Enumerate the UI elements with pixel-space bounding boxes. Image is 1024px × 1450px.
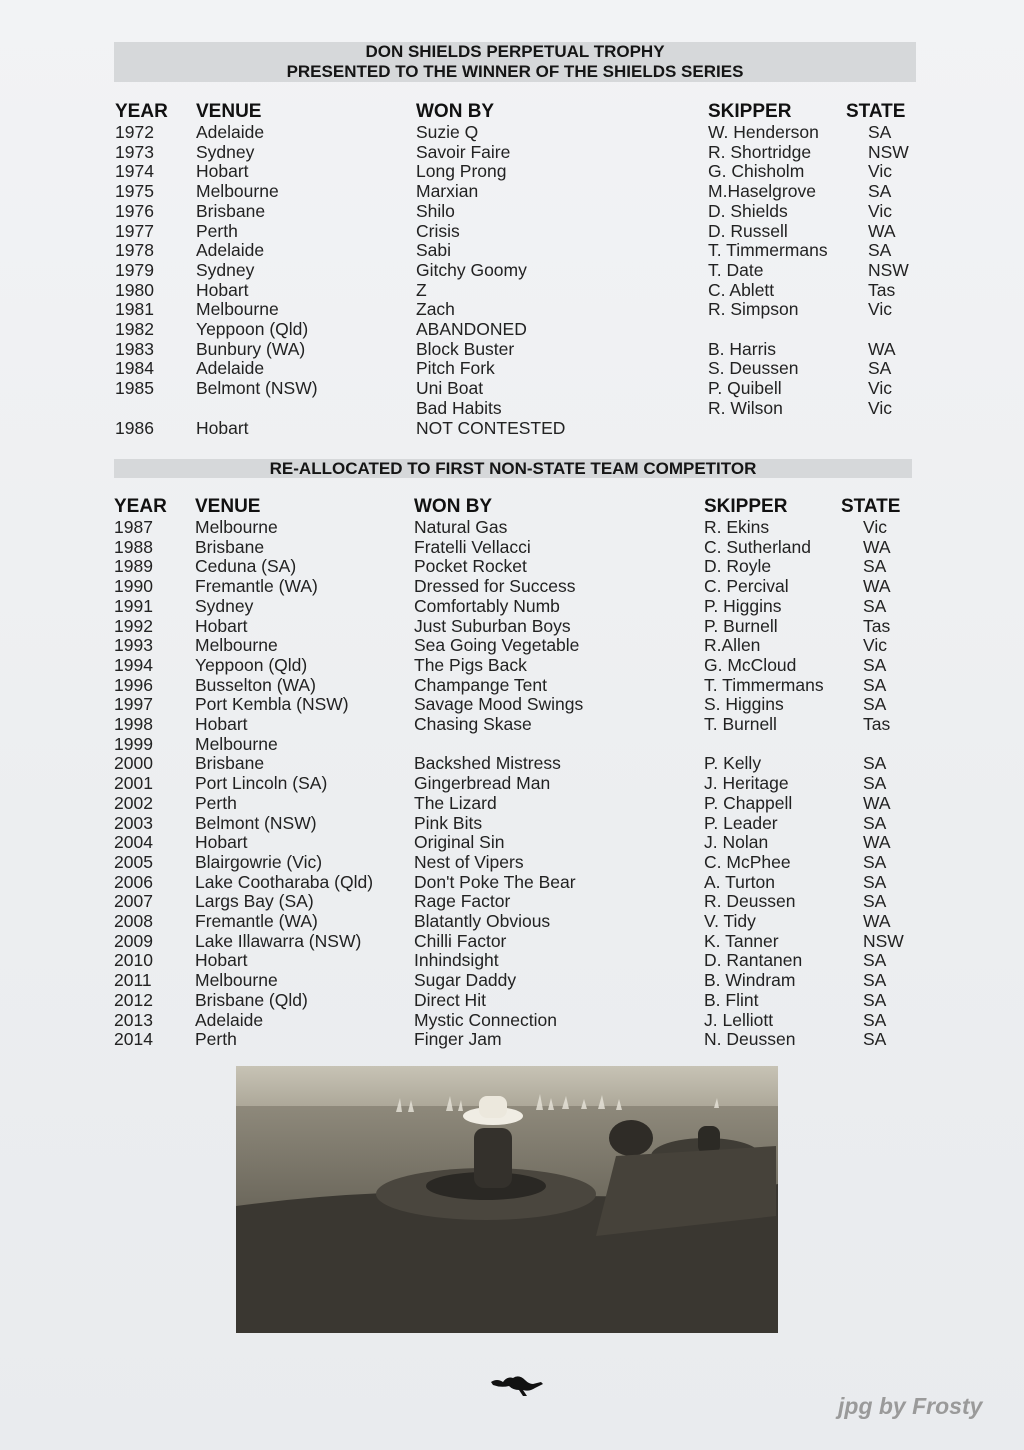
- cell-won-by: Bad Habits: [416, 397, 502, 418]
- cell-venue: Belmont (NSW): [196, 378, 318, 399]
- cell-won-by: Pink Bits: [414, 812, 483, 833]
- cell-won-by: Sabi: [416, 240, 452, 261]
- cell-state: Tas: [868, 279, 896, 300]
- table-row: [114, 597, 904, 617]
- cell-venue: Bunbury (WA): [196, 338, 306, 359]
- cell-venue: Fremantle (WA): [195, 911, 318, 932]
- cell-state: Vic: [868, 161, 892, 182]
- cell-won-by: Comfortably Numb: [414, 595, 560, 616]
- cell-state: WA: [863, 536, 891, 557]
- table-row: [114, 853, 904, 873]
- cell-venue: Sydney: [196, 141, 255, 162]
- cell-year: 1992: [114, 615, 153, 636]
- cell-won-by: [414, 735, 704, 755]
- col-state: STATE: [846, 101, 906, 123]
- cell-state: [846, 419, 909, 439]
- cell-won-by: Blatantly Obvious: [414, 911, 551, 932]
- cell-skipper: P. Burnell: [704, 615, 778, 636]
- cell-state: SA: [863, 556, 887, 577]
- cell-state: WA: [863, 911, 891, 932]
- cell-year: 1987: [114, 517, 153, 537]
- cell-skipper: J. Nolan: [704, 832, 769, 853]
- cell-won-by: Uni Boat: [416, 378, 484, 399]
- cell-won-by: Sugar Daddy: [414, 970, 517, 991]
- cell-won-by: Sea Going Vegetable: [414, 635, 580, 656]
- cell-won-by: Gingerbread Man: [414, 773, 551, 794]
- cell-won-by: Block Buster: [416, 338, 515, 359]
- cell-state: NSW: [863, 930, 904, 951]
- table-row: [115, 143, 909, 163]
- cell-state: [846, 320, 909, 340]
- table-row: [115, 359, 909, 379]
- cell-state: SA: [868, 122, 892, 142]
- cell-year: 1977: [115, 220, 154, 241]
- cell-won-by: Dressed for Success: [414, 576, 576, 597]
- cell-state: SA: [863, 851, 887, 872]
- cell-skipper: M.Haselgrove: [708, 181, 816, 202]
- cell-state: NSW: [868, 141, 909, 162]
- table-row: [114, 557, 904, 577]
- cell-won-by: Rage Factor: [414, 891, 511, 912]
- table-row: [115, 241, 909, 261]
- table-row: [114, 695, 904, 715]
- cell-venue: Belmont (NSW): [195, 812, 317, 833]
- cell-skipper: T. Timmermans: [708, 240, 828, 261]
- table-row: [114, 833, 904, 853]
- cell-year: 1993: [114, 635, 153, 656]
- cell-year: 1983: [115, 338, 154, 359]
- cell-skipper: V. Tidy: [704, 911, 756, 932]
- table-row: [114, 538, 904, 558]
- cell-won-by: Savage Mood Swings: [414, 694, 584, 715]
- col-skipper: SKIPPER: [704, 496, 788, 518]
- col-won-by: WON BY: [416, 101, 495, 123]
- cell-year: 1999: [114, 733, 153, 754]
- table-row: [114, 814, 904, 834]
- table-row: [115, 123, 909, 143]
- cell-venue: Adelaide: [196, 240, 265, 261]
- cell-state: NSW: [868, 259, 909, 280]
- cell-venue: Sydney: [196, 259, 255, 280]
- cell-year: 2007: [114, 891, 153, 912]
- cell-skipper: C. McPhee: [704, 851, 791, 872]
- cell-year: 2014: [114, 1029, 153, 1050]
- cell-state: WA: [868, 220, 896, 241]
- cell-venue: Hobart: [195, 714, 248, 735]
- table-row: [114, 577, 904, 597]
- cell-year: 1994: [114, 654, 153, 675]
- cell-won-by: Chasing Skase: [414, 714, 532, 735]
- cell-skipper: D. Russell: [708, 220, 788, 241]
- cell-state: WA: [863, 792, 891, 813]
- cell-venue: Blairgowrie (Vic): [195, 851, 323, 872]
- cell-state: SA: [863, 773, 887, 794]
- cell-skipper: B. Harris: [708, 338, 777, 359]
- cell-year: 1973: [115, 141, 154, 162]
- table-row: [114, 794, 904, 814]
- table-row: [114, 991, 904, 1011]
- cell-year: 2002: [114, 792, 153, 813]
- cell-skipper: K. Tanner: [704, 930, 779, 951]
- table-row: [115, 340, 909, 360]
- cell-state: SA: [863, 989, 887, 1010]
- cell-won-by: Don't Poke The Bear: [414, 871, 576, 892]
- col-skipper: SKIPPER: [708, 101, 792, 123]
- cell-year: 2012: [114, 989, 153, 1010]
- cell-year: 2009: [114, 930, 153, 951]
- cell-year: 1984: [115, 358, 154, 379]
- cell-year: 2010: [114, 950, 153, 971]
- cell-won-by: Marxian: [416, 181, 479, 202]
- cell-skipper: R.Allen: [704, 635, 761, 656]
- cell-year: 2013: [114, 1009, 153, 1030]
- cell-state: WA: [868, 338, 896, 359]
- cell-year: 2003: [114, 812, 153, 833]
- cell-year: 1976: [115, 200, 154, 221]
- cell-skipper: C. Ablett: [708, 279, 775, 300]
- table-header-row: [115, 101, 909, 123]
- cell-skipper: R. Wilson: [708, 397, 783, 418]
- trophy-title: DON SHIELDS PERPETUAL TROPHY: [365, 42, 665, 61]
- table-row: [115, 399, 909, 419]
- cell-skipper: G. McCloud: [704, 654, 797, 675]
- cell-venue: Melbourne: [196, 181, 279, 202]
- cell-venue: Hobart: [195, 832, 248, 853]
- table-row: [115, 182, 909, 202]
- cell-venue: Melbourne: [195, 970, 278, 991]
- cell-skipper: P. Leader: [704, 812, 778, 833]
- cell-venue: Brisbane: [196, 200, 266, 221]
- cell-won-by: Zach: [416, 299, 455, 320]
- cell-state: WA: [863, 832, 891, 853]
- cell-state: WA: [863, 576, 891, 597]
- cell-won-by: Suzie Q: [416, 122, 479, 142]
- table-row: [114, 892, 904, 912]
- cell-skipper: [708, 419, 846, 439]
- cell-venue: Sydney: [195, 595, 254, 616]
- cell-skipper: B. Windram: [704, 970, 796, 991]
- cell-won-by: Chilli Factor: [414, 930, 507, 951]
- cell-skipper: S. Deussen: [708, 358, 799, 379]
- cell-won-by: Inhindsight: [414, 950, 499, 971]
- table-row: [114, 715, 904, 735]
- cell-year: 1972: [115, 122, 154, 142]
- cell-venue: Melbourne: [195, 635, 278, 656]
- cell-state: Vic: [868, 299, 892, 320]
- cell-venue: Lake Illawarra (NSW): [195, 930, 362, 951]
- cell-venue: Melbourne: [196, 299, 279, 320]
- cell-skipper: R. Ekins: [704, 517, 770, 537]
- cell-skipper: A. Turton: [704, 871, 776, 892]
- table-row: [114, 617, 904, 637]
- cell-year: 1982: [115, 319, 154, 340]
- cell-venue: Yeppoon (Qld): [195, 654, 308, 675]
- cell-year: 2001: [114, 773, 153, 794]
- cell-state: SA: [863, 595, 887, 616]
- table-row: [114, 735, 904, 755]
- cell-won-by: Just Suburban Boys: [414, 615, 571, 636]
- table-row: [115, 261, 909, 281]
- cell-year: 1996: [114, 674, 153, 695]
- cell-year: 1988: [114, 536, 153, 557]
- cell-state: SA: [868, 240, 892, 261]
- cell-won-by: Long Prong: [416, 161, 507, 182]
- cell-skipper: C. Sutherland: [704, 536, 812, 557]
- trophy-subtitle: PRESENTED TO THE WINNER OF THE SHIELDS SERIES: [286, 62, 744, 81]
- table-row: [114, 932, 904, 952]
- cell-state: SA: [863, 694, 887, 715]
- cell-venue: Adelaide: [195, 1009, 264, 1030]
- table-row: [115, 379, 909, 399]
- cell-venue: Hobart: [196, 161, 249, 182]
- cell-venue: Melbourne: [195, 733, 278, 754]
- cell-skipper: R. Shortridge: [708, 141, 812, 162]
- cell-won-by: Crisis: [416, 220, 460, 241]
- cell-state: SA: [863, 812, 887, 833]
- cell-state: SA: [863, 1029, 887, 1050]
- cell-skipper: D. Shields: [708, 200, 788, 221]
- cell-year: 1997: [114, 694, 153, 715]
- cell-won-by: Backshed Mistress: [414, 753, 561, 774]
- table-row: [114, 518, 904, 538]
- cell-won-by: Nest of Vipers: [414, 851, 524, 872]
- cell-state: SA: [863, 654, 887, 675]
- table-row: [114, 774, 904, 794]
- table-row: [115, 162, 909, 182]
- table-row: [114, 754, 904, 774]
- table-row: [115, 202, 909, 222]
- cell-skipper: W. Henderson: [708, 122, 819, 142]
- cell-won-by: The Lizard: [414, 792, 497, 813]
- cell-skipper: D. Rantanen: [704, 950, 803, 971]
- cell-year: 1990: [114, 576, 153, 597]
- trophy-title-banner: [114, 42, 916, 82]
- table-row: [114, 656, 904, 676]
- cell-venue: Perth: [195, 1029, 237, 1050]
- cell-venue: Hobart: [195, 615, 248, 636]
- table-row: [115, 320, 909, 340]
- cell-state: SA: [863, 1009, 887, 1030]
- cell-venue: Perth: [196, 220, 238, 241]
- cell-year: 1979: [115, 259, 154, 280]
- cell-skipper: [704, 735, 841, 755]
- cell-year: 2011: [114, 970, 152, 991]
- cell-skipper: S. Higgins: [704, 694, 784, 715]
- cell-state: Vic: [868, 378, 892, 399]
- table-row: [115, 419, 909, 439]
- col-venue: VENUE: [196, 101, 262, 123]
- cell-venue: Hobart: [196, 279, 249, 300]
- cell-state: Vic: [868, 200, 892, 221]
- cell-skipper: T. Timmermans: [704, 674, 824, 695]
- cell-venue: Brisbane (Qld): [195, 989, 308, 1010]
- cell-year: 2000: [114, 753, 153, 774]
- cell-venue: [196, 399, 416, 419]
- photo-credit: jpg by Frosty: [838, 1393, 983, 1419]
- col-state: STATE: [841, 496, 901, 518]
- kangaroo-icon: [489, 1368, 545, 1400]
- cell-state: Vic: [868, 397, 892, 418]
- cell-state: SA: [863, 753, 887, 774]
- cell-state: SA: [863, 871, 887, 892]
- cell-skipper: T. Burnell: [704, 714, 777, 735]
- cell-skipper: J. Lelliott: [704, 1009, 774, 1030]
- cell-year: 1985: [115, 378, 154, 399]
- cell-won-by: Z: [416, 279, 427, 300]
- results-table-2: [114, 496, 904, 1050]
- table-row: [114, 912, 904, 932]
- table-row: [115, 300, 909, 320]
- cell-venue: Adelaide: [196, 122, 265, 142]
- sepia-photo: [236, 1066, 778, 1333]
- col-year: YEAR: [114, 496, 167, 518]
- cell-venue: Port Lincoln (SA): [195, 773, 328, 794]
- cell-year: 1974: [115, 161, 154, 182]
- col-won-by: WON BY: [414, 496, 493, 518]
- cell-won-by: Finger Jam: [414, 1029, 502, 1050]
- cell-won-by: NOT CONTESTED: [416, 417, 566, 438]
- cell-skipper: R. Deussen: [704, 891, 796, 912]
- cell-state: Vic: [863, 517, 887, 537]
- cell-won-by: Direct Hit: [414, 989, 486, 1010]
- cell-state: SA: [863, 950, 887, 971]
- table-row: [114, 636, 904, 656]
- cell-venue: Melbourne: [195, 517, 278, 537]
- cell-won-by: Mystic Connection: [414, 1009, 557, 1030]
- cell-venue: Lake Cootharaba (Qld): [195, 871, 374, 892]
- cell-won-by: Shilo: [416, 200, 455, 221]
- cell-won-by: Original Sin: [414, 832, 505, 853]
- cell-venue: Busselton (WA): [195, 674, 316, 695]
- cell-skipper: T. Date: [708, 259, 764, 280]
- cell-skipper: [708, 320, 846, 340]
- cell-won-by: ABANDONED: [416, 319, 527, 340]
- cell-year: 1975: [115, 181, 154, 202]
- cell-year: 1981: [115, 299, 154, 320]
- cell-skipper: P. Kelly: [704, 753, 762, 774]
- cell-venue: Port Kembla (NSW): [195, 694, 349, 715]
- cell-venue: Perth: [195, 792, 237, 813]
- cell-year: 1998: [114, 714, 153, 735]
- cell-won-by: Natural Gas: [414, 517, 508, 537]
- table-row: [114, 1011, 904, 1031]
- cell-skipper: G. Chisholm: [708, 161, 805, 182]
- cell-year: 2005: [114, 851, 153, 872]
- cell-venue: Hobart: [195, 950, 248, 971]
- reallocated-banner: RE-ALLOCATED TO FIRST NON-STATE TEAM COMPETITOR: [114, 459, 912, 478]
- cell-state: Vic: [863, 635, 887, 656]
- cell-skipper: C. Percival: [704, 576, 789, 597]
- cell-skipper: P. Higgins: [704, 595, 782, 616]
- cell-skipper: D. Royle: [704, 556, 772, 577]
- cell-state: Tas: [863, 714, 891, 735]
- cell-venue: Hobart: [196, 417, 249, 438]
- cell-skipper: P. Chappell: [704, 792, 793, 813]
- table-row: [114, 951, 904, 971]
- cell-skipper: J. Heritage: [704, 773, 789, 794]
- col-year: YEAR: [115, 101, 168, 123]
- cell-state: SA: [868, 358, 892, 379]
- cell-won-by: Pocket Rocket: [414, 556, 527, 577]
- cell-skipper: B. Flint: [704, 989, 759, 1010]
- table-row: [114, 1030, 904, 1050]
- cell-venue: Yeppoon (Qld): [196, 319, 309, 340]
- table-row: [115, 222, 909, 242]
- col-venue: VENUE: [195, 496, 261, 518]
- cell-year: 1991: [114, 595, 153, 616]
- photo-illustration: [236, 1066, 778, 1333]
- cell-won-by: Fratelli Vellacci: [414, 536, 531, 557]
- cell-year: 1978: [115, 240, 154, 261]
- cell-venue: Brisbane: [195, 753, 265, 774]
- cell-venue: Adelaide: [196, 358, 265, 379]
- cell-state: SA: [863, 891, 887, 912]
- cell-won-by: Gitchy Goomy: [416, 259, 527, 280]
- cell-venue: Fremantle (WA): [195, 576, 318, 597]
- cell-venue: Ceduna (SA): [195, 556, 297, 577]
- table-header-row: [114, 496, 904, 518]
- cell-year: 1980: [115, 279, 154, 300]
- cell-year: [115, 399, 196, 419]
- cell-year: 2004: [114, 832, 153, 853]
- cell-year: 2008: [114, 911, 153, 932]
- cell-state: SA: [868, 181, 892, 202]
- cell-skipper: N. Deussen: [704, 1029, 796, 1050]
- cell-year: 2006: [114, 871, 153, 892]
- cell-venue: Brisbane: [195, 536, 265, 557]
- cell-won-by: Savoir Faire: [416, 141, 511, 162]
- results-body-1: [115, 123, 909, 438]
- table-row: [114, 873, 904, 893]
- results-body-2: [114, 518, 904, 1050]
- cell-state: SA: [863, 674, 887, 695]
- cell-state: SA: [863, 970, 887, 991]
- results-table-1: [115, 101, 909, 438]
- table-row: [114, 971, 904, 991]
- cell-state: [841, 735, 904, 755]
- cell-venue: Largs Bay (SA): [195, 891, 314, 912]
- cell-year: 1986: [115, 417, 154, 438]
- cell-state: Tas: [863, 615, 891, 636]
- cell-year: 1989: [114, 556, 153, 577]
- cell-won-by: Champange Tent: [414, 674, 547, 695]
- table-row: [114, 676, 904, 696]
- cell-skipper: R. Simpson: [708, 299, 799, 320]
- table-row: [115, 281, 909, 301]
- cell-skipper: P. Quibell: [708, 378, 782, 399]
- cell-won-by: The Pigs Back: [414, 654, 527, 675]
- cell-won-by: Pitch Fork: [416, 358, 495, 379]
